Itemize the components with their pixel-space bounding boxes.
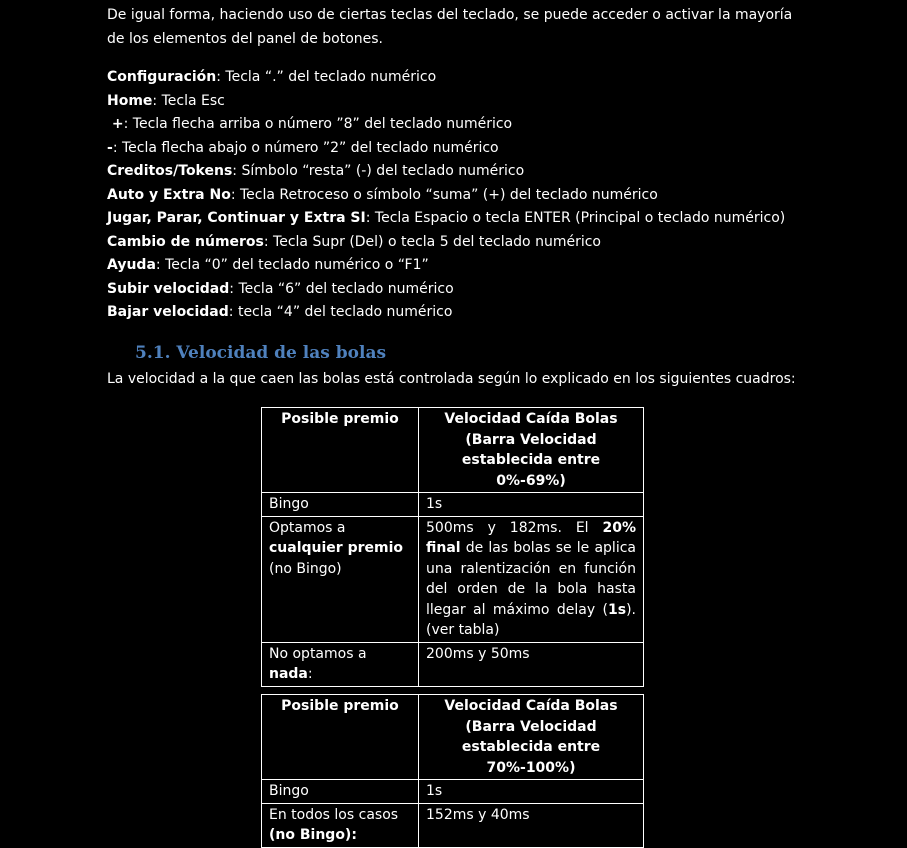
table-header-row bbox=[262, 408, 644, 493]
shortcut-desc: : Tecla flecha arriba o número ”8” del teclado numérico bbox=[123, 116, 513, 132]
shortcut-item bbox=[107, 207, 785, 231]
table-header-cell: Velocidad Caída Bolas (Barra Velocidad establecida entre 70%-100%) bbox=[419, 695, 644, 780]
cell-text-bold: nada bbox=[269, 666, 308, 682]
shortcut-desc: : Tecla Espacio o tecla ENTER (Principal o teclado numérico) bbox=[365, 210, 786, 226]
shortcut-item bbox=[107, 90, 225, 114]
shortcut-key: Creditos/Tokens bbox=[107, 163, 233, 179]
table-cell bbox=[419, 516, 644, 642]
table-header-row bbox=[262, 695, 644, 780]
shortcut-item bbox=[107, 137, 499, 161]
table-cell: 200ms y 50ms bbox=[419, 642, 644, 686]
shortcut-key: Cambio de números bbox=[107, 234, 264, 250]
cell-text: Optamos a bbox=[269, 519, 346, 536]
shortcut-item bbox=[107, 113, 512, 137]
table-cell: 152ms y 40ms bbox=[419, 803, 644, 847]
shortcut-item bbox=[107, 184, 658, 208]
table-cell bbox=[262, 516, 419, 642]
cell-text-bold: 1s bbox=[608, 601, 627, 618]
table-cell: Bingo bbox=[262, 493, 419, 517]
shortcut-item bbox=[107, 231, 601, 255]
table-row bbox=[262, 516, 644, 642]
table-cell bbox=[262, 642, 419, 686]
shortcut-desc: : Tecla “.” del teclado numérico bbox=[216, 69, 437, 85]
shortcut-item bbox=[107, 66, 436, 90]
shortcut-desc: : Tecla Retroceso o símbolo “suma” (+) del teclado numérico bbox=[230, 187, 658, 203]
shortcut-key: + bbox=[107, 116, 124, 132]
table-header-cell: Velocidad Caída Bolas (Barra Velocidad establecida entre 0%-69%) bbox=[419, 408, 644, 493]
shortcut-desc: : tecla “4” del teclado numérico bbox=[228, 304, 453, 320]
cell-text-bold: 20% final bbox=[426, 519, 636, 556]
cell-text: de las bolas se le aplica una ralentización en función del orden de la bola hasta llegar al máximo delay ( bbox=[426, 540, 636, 618]
shortcut-key: Bajar velocidad bbox=[107, 304, 229, 320]
shortcut-key: - bbox=[107, 140, 113, 156]
section-intro: La velocidad a la que caen las bolas está controlada según lo explicado en los siguientes cuadros: bbox=[107, 371, 796, 387]
shortcut-key: Auto y Extra No bbox=[107, 187, 231, 203]
table-cell: 1s bbox=[419, 780, 644, 804]
speed-table-high bbox=[261, 694, 644, 848]
cell-text-bold: (no Bingo): bbox=[269, 827, 357, 843]
shortcut-item bbox=[107, 301, 452, 325]
shortcut-item bbox=[107, 160, 524, 184]
table-row bbox=[262, 780, 644, 804]
cell-text: No optamos a bbox=[269, 645, 367, 662]
shortcut-key: Configuración bbox=[107, 69, 217, 85]
table-row bbox=[262, 642, 644, 686]
cell-text: (no Bingo) bbox=[269, 560, 342, 577]
cell-text-bold: cualquier premio bbox=[269, 540, 403, 556]
shortcut-desc: : Símbolo “resta” (-) del teclado numérico bbox=[232, 163, 525, 179]
shortcut-key: Ayuda bbox=[107, 257, 156, 273]
table-cell: Bingo bbox=[262, 780, 419, 804]
shortcut-desc: : Tecla Esc bbox=[152, 93, 225, 109]
shortcut-item bbox=[107, 278, 454, 302]
intro-paragraph: De igual forma, haciendo uso de ciertas teclas del teclado, se puede acceder o activar la mayoría de los elementos del panel de botones. bbox=[107, 7, 793, 47]
cell-text: En todos los casos bbox=[269, 806, 399, 823]
shortcut-desc: : Tecla “6” del teclado numérico bbox=[229, 281, 454, 297]
table-header-cell: Posible premio bbox=[262, 695, 419, 780]
cell-text: ). (ver tabla) bbox=[426, 601, 636, 638]
table-cell bbox=[262, 803, 419, 847]
table-row bbox=[262, 493, 644, 517]
section-heading: 5.1. Velocidad de las bolas bbox=[135, 343, 387, 363]
shortcut-desc: : Tecla “0” del teclado numérico o “F1” bbox=[155, 257, 429, 273]
shortcut-desc: : Tecla flecha abajo o número ”2” del teclado numérico bbox=[112, 140, 499, 156]
shortcut-key: Subir velocidad bbox=[107, 281, 230, 297]
cell-text: : bbox=[307, 666, 313, 682]
shortcut-desc: : Tecla Supr (Del) o tecla 5 del teclado numérico bbox=[263, 234, 601, 250]
table-header-cell: Posible premio bbox=[262, 408, 419, 493]
cell-text: 500ms y 182ms. El bbox=[426, 519, 603, 536]
shortcut-key: Home bbox=[107, 93, 153, 109]
speed-table-low bbox=[261, 407, 644, 687]
table-row bbox=[262, 803, 644, 847]
shortcut-item bbox=[107, 254, 429, 278]
shortcut-key: Jugar, Parar, Continuar y Extra SI bbox=[107, 210, 366, 226]
table-cell: 1s bbox=[419, 493, 644, 517]
